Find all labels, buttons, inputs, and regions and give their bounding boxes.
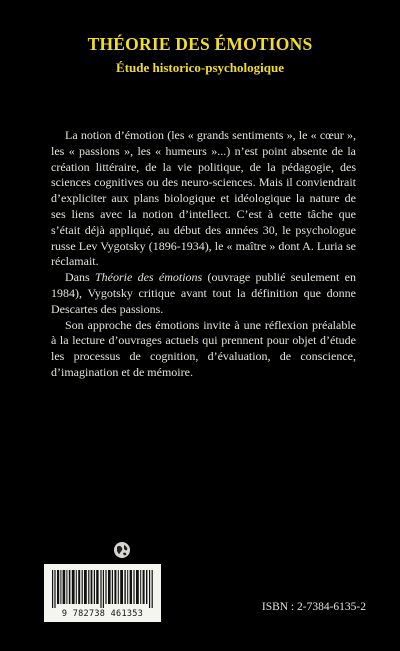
isbn-number: ISBN : 2-7384-6135-2 bbox=[261, 601, 366, 613]
barcode-digits: 9 782738 461353 bbox=[61, 609, 144, 619]
book-title: THÉORIE DES ÉMOTIONS bbox=[87, 34, 313, 54]
barcode-bars bbox=[52, 570, 153, 608]
book-subtitle: Étude historico-psychologique bbox=[116, 60, 284, 75]
blurb-paragraph-2-end: (ouvrage publié seulement en 1984), Vygotsky critique avant tout la définition que donne Descartes des passions. bbox=[51, 270, 357, 316]
globe-emblem-icon bbox=[113, 541, 131, 559]
blurb-paragraph-3: Son approche des émotions invite à une réflexion préalable à la lecture d’ouvrages actuels qui prennent pour objet d’étude les processus de cognition, d’évaluation, de conscience, d’imagination et de mémoire. bbox=[51, 317, 356, 379]
blurb-paragraph-1: La notion d’émotion (les « grands sentiments », le « cœur », les « passions », les « humeurs »...) n’est point absente de la création littéraire, de la vie politique, de la pédagogie, des sciences cognitives ou des neuro-sciences. Mais il conviendrait d’expliciter aux plans biologique et idéologique la nature de ses liens avec la notion d’intellect. C’est à cette tâche que s’était déjà appliqué, au début des années 30, le psychologue russe Lev Vygotsky (1896-1934), le « maître » dont A. Luria se réclamait. bbox=[51, 128, 356, 269]
blurb bbox=[51, 128, 356, 381]
blurb-book-title-italic: Théorie des émotions bbox=[94, 270, 203, 285]
blurb-paragraph-2 bbox=[51, 270, 356, 317]
blurb-paragraph-2-start: Dans bbox=[65, 270, 95, 285]
barcode bbox=[44, 564, 161, 622]
